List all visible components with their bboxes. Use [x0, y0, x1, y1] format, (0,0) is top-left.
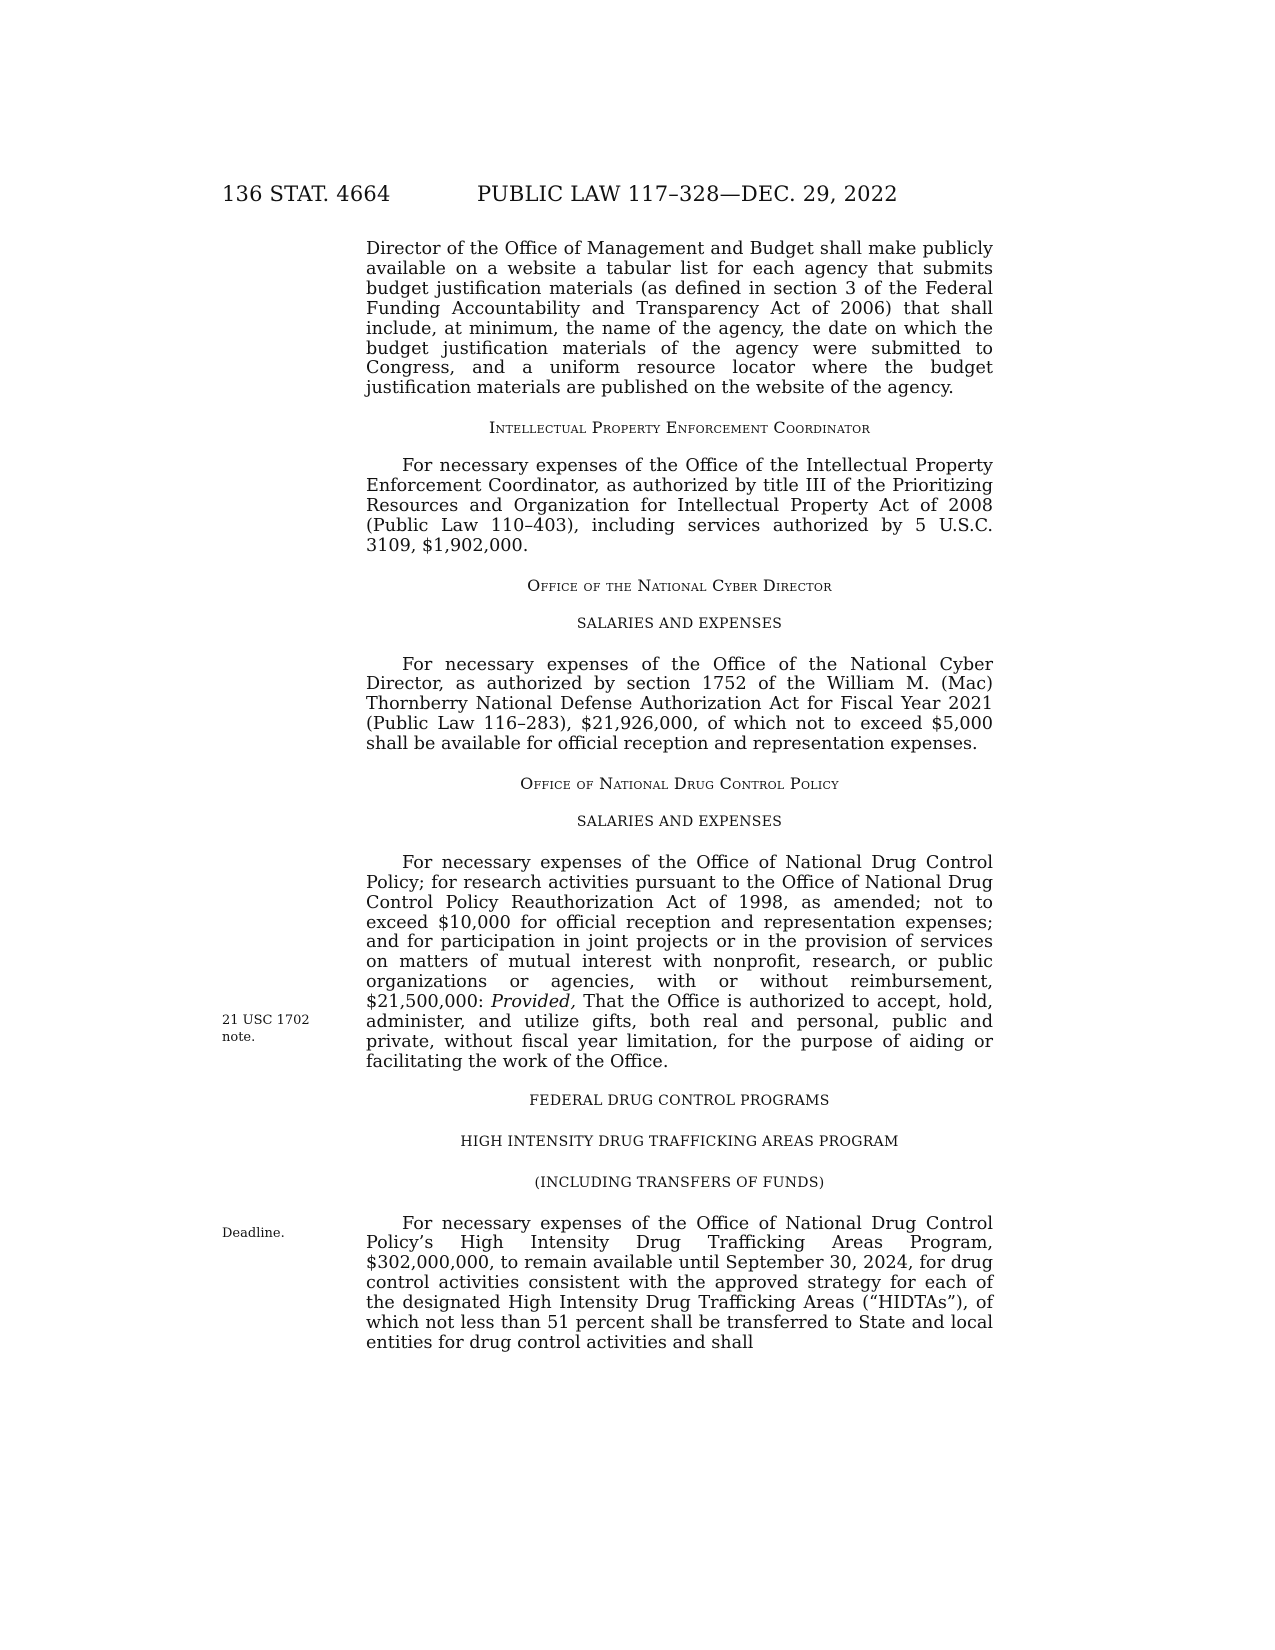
paragraph-ondcp-part-a: For necessary expenses of the Office of National Drug Control Policy; for research activities pursuant to the Office of National Drug Control Policy Reauthorization Act of 1998, as amended; not to exceed $10,000 for official reception and representation expenses; and for participation in joint projects or in the provision of services on matters of mutual interest with nonprofit, research, or public organizations or agencies, with or without reimbursement, $21,500,000:: [366, 852, 993, 1013]
provided-italic: Provided,: [491, 992, 577, 1013]
margin-note-deadline: Deadline.: [222, 1226, 285, 1241]
paragraph-ondcp-part-b: That the Office is authorized to accept, hold, administer, and utilize gifts, both real and personal, public and private, without fiscal year limitation, for the purpose of aiding or facilitating the work of the Office.: [366, 992, 994, 1072]
document-body: [366, 240, 993, 1354]
paragraph-ondcp: [366, 854, 993, 1073]
heading-hidta: HIGH INTENSITY DRUG TRAFFICKING AREAS PROGRAM: [460, 1133, 899, 1150]
paragraph-oncd: For necessary expenses of the Office of the National Cyber Director, as authorized by section 1752 of the William M. (Mac) Thornberry National Defense Authorization Act for Fiscal Year 2021 (Public Law 116–283), $21,926,000, of which not to exceed $5,000 shall be available for official reception and representation expenses.: [366, 654, 993, 755]
margin-note-usc: [222, 1012, 310, 1046]
usc-citation: 21 USC 1702: [222, 1013, 310, 1028]
stat-page-number: 136 STAT. 4664: [222, 182, 391, 206]
paragraph-continued: Director of the Office of Management and Budget shall make publicly available on a website a tabular list for each agency that submits budget justification materials (as defined in section 3 of the Federal Funding Accountability and Transparency Act of 2006) that shall include, at minimum, the name of the agency, the date on which the budget justification materials of the agency were submitted to Congress, and a uniform resource locator where the budget justification materials are published on the website of the agency.: [366, 239, 993, 399]
usc-note: note.: [222, 1030, 256, 1045]
heading-ondcp: Office of National Drug Control Policy: [520, 774, 839, 794]
subheading-oncd-salaries: SALARIES AND EXPENSES: [576, 615, 783, 632]
paragraph-hidta: For necessary expenses of the Office of National Drug Control Policy’s High Intensity Drug Trafficking Areas Program, $302,000,000, to remain available until September 30, 2024, for drug control activities consistent with the approved strategy for each of the designated High Intensity Drug Trafficking Areas (“HIDTAs”), of which not less than 51 percent shall be transferred to State and local entities for drug control activities and shall: [366, 1213, 993, 1353]
paragraph-ipec: For necessary expenses of the Office of the Intellectual Property Enforcement Coordinator, as authorized by title III of the Prioritizing Resources and Organization for Intellectual Property Act of 2008 (Public Law 110–403), including services authorized by 5 U.S.C. 3109, $1,902,000.: [366, 456, 993, 556]
heading-oncd: Office of the National Cyber Director: [527, 575, 832, 595]
public-law-title: PUBLIC LAW 117–328—DEC. 29, 2022: [477, 182, 898, 206]
page-header: [0, 182, 1275, 212]
heading-transfers: (INCLUDING TRANSFERS OF FUNDS): [534, 1174, 825, 1191]
heading-ipec: Intellectual Property Enforcement Coordinator: [488, 418, 871, 438]
subheading-ondcp-salaries: SALARIES AND EXPENSES: [576, 813, 783, 830]
heading-fdcp: FEDERAL DRUG CONTROL PROGRAMS: [529, 1092, 830, 1109]
